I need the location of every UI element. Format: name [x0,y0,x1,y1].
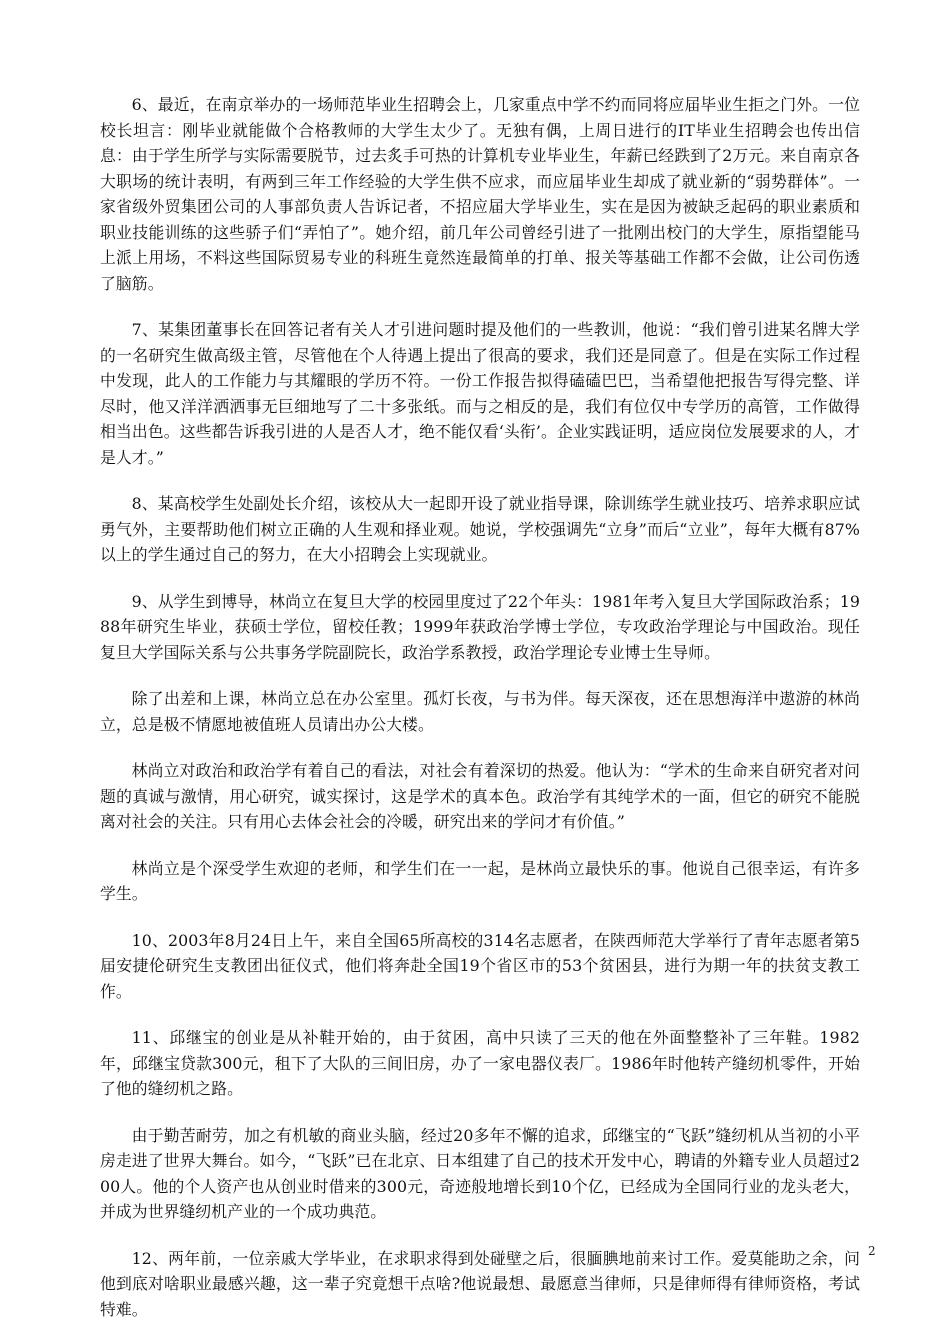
paragraph-9-office: 除了出差和上课，林尚立总在办公室里。孤灯长夜，与书为伴。每天深夜，还在思想海洋中遨游的林尚立，总是极不情愿地被值班人员请出办公大楼。 [100,689,860,734]
paragraph-12: 12、两年前，一位亲戚大学毕业，在求职求得到处碰壁之后，很腼腆地前来讨工作。爱莫能助之余，问他到底对啥职业最感兴趣，这一辈子究竟想干点啥?他说最想、最愿意当律师，只是律师得有律师资格，考试特难。 [100,1248,860,1319]
paragraph-9-students: 林尚立是个深受学生欢迎的老师，和学生们在一一起，是林尚立最快乐的事。他说自己很幸运，有许多学生。 [100,858,860,903]
paragraph-9-views: 林尚立对政治和政治学有着自己的看法，对社会有着深切的热爱。他认为：“学术的生命来自研究者对问题的真诚与激情，用心研究，诚实探讨，这是学术的真本色。政治学有其纯学术的一面，但它的研究不能脱离对社会的关注。只有用心去体会社会的冷暖，研究出来的学问才有价值。” [100,761,860,831]
paragraph-6: 6、最近，在南京举办的一场师范毕业生招聘会上，几家重点中学不约而同将应届毕业生拒之门外。一位校长坦言：刚毕业就能做个合格教师的大学生太少了。无独有偶，上周日进行的IT毕业生招聘会也传出信息：由于学生所学与实际需要脱节，过去炙手可热的计算机专业毕业生，年薪已经跌到了2万元。来自南京各大职场的统计表明，有两到三年工作经验的大学生供不应求，而应届毕业生却成了就业新的“弱势群体”。一家省级外贸集团公司的人事部负责人告诉记者，不招应届大学毕业生，实在是因为被缺乏起码的职业素质和职业技能训练的这些骄子们“弄怕了”。她介绍，前几年公司曾经引进了一批刚出校门的大学生，原指望能马上派上用场，不料这些国际贸易专业的科班生竟然连最简单的打单、报关等基础工作都不会做，让公司伤透了脑筋。 [100,95,860,293]
paragraph-7: 7、某集团董事长在回答记者有关人才引进问题时提及他们的一些教训，他说：“我们曾引进某名牌大学的一名研究生做高级主管，尽管他在个人待遇上提出了很高的要求，我们还是同意了。但是在实际工作过程中发现，此人的工作能力与其耀眼的学历不符。一份工作报告拟得磕磕巴巴，当希望他把报告写得完整、详尽时，他又洋洋洒洒事无巨细地写了二十多张纸。而与之相反的是，我们有位仅中专学历的高管，工作做得相当出色。这些都告诉我引进的人是否人才，绝不能仅看‘头衔’。企业实践证明，适应岗位发展要求的人，才是人才。” [100,320,860,467]
paragraph-10: 10、2003年8月24日上午，来自全国65所高校的314名志愿者，在陕西师范大学举行了青年志愿者第5届安捷伦研究生支教团出征仪式，他们将奔赴全国19个省区市的53个贫困县，进行为期一年的扶贫支教工作。 [100,930,860,1001]
document-body [100,92,860,1343]
paragraph-11-growth: 由于勤苦耐劳，加之有机敏的商业头脑，经过20多年不懈的追求，邱继宝的“飞跃”缝纫机从当初的小平房走进了世界大舞台。如今，“飞跃”已在北京、日本组建了自己的技术开发中心，聘请的外籍专业人员超过200人。他的个人资产也从创业时借来的300元，奇迹般地增长到10个亿，已经成为全国同行业的龙头老大，并成为世界缝纫机产业的一个成功典范。 [100,1125,860,1221]
page-number: 2 [868,1244,876,1258]
paragraph-11: 11、邱继宝的创业是从补鞋开始的，由于贫困，高中只读了三天的他在外面整整补了三年鞋。1982年，邱继宝贷款300元，租下了大队的三间旧房，办了一家电器仪表厂。1986年时他转产缝纫机零件，开始了他的缝纫机之路。 [100,1028,860,1098]
paragraph-8: 8、某高校学生处副处长介绍，该校从大一起即开设了就业指导课，除训练学生就业技巧、培养求职应试勇气外，主要帮助他们树立正确的人生观和择业观。她说，学校强调先“立身”而后“立业”，每年大概有87%以上的学生通过自己的努力，在大小招聘会上实现就业。 [100,494,860,564]
paragraph-9: 9、从学生到博导，林尚立在复旦大学的校园里度过了22个年头：1981年考入复旦大学国际政治系；1988年研究生毕业，获硕士学位，留校任教；1999年获政治学博士学位，专攻政治学理论与中国政治。现任复旦大学国际关系与公共事务学院副院长，政治学系教授，政治学理论专业博士生导师。 [100,591,860,662]
